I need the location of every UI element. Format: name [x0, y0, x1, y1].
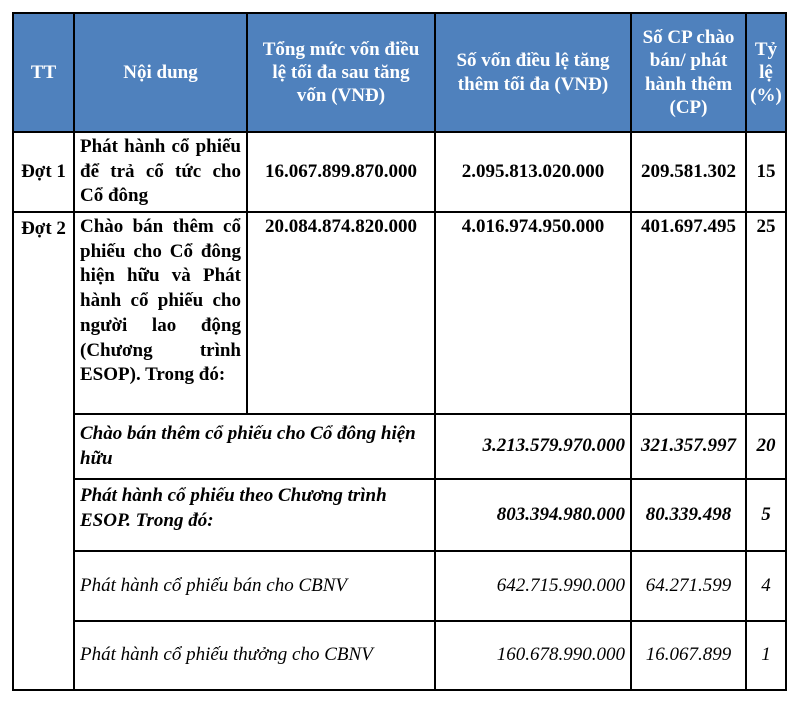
header-von-tang-them: [435, 13, 631, 132]
cell-dot1-tong-muc-von: 16.067.899.870.000: [247, 132, 435, 212]
cell-esop-noi-dung: Phát hành cổ phiếu theo Chương trình ESOP. Trong đó:: [74, 479, 435, 551]
table-row-dot-2: [13, 212, 786, 414]
header-tt: [13, 13, 74, 132]
cell-esop-von-tang-them: 803.394.980.000: [435, 479, 631, 551]
cell-thuong-cbnv-noi-dung: Phát hành cổ phiếu thưởng cho CBNV: [74, 621, 435, 690]
cell-chaoban-so-cp: 321.357.997: [631, 414, 746, 479]
cell-dot2-von-tang-them: 4.016.974.950.000: [435, 212, 631, 414]
cell-dot2-noi-dung: Chào bán thêm cổ phiếu cho Cổ đông hiện hữu và Phát hành cổ phiếu cho người lao động (Chương trình ESOP). Trong đó:: [74, 212, 247, 414]
header-tong-muc-von: [247, 13, 435, 132]
table-row-chao-ban-them: [13, 414, 786, 479]
cell-ban-cbnv-ty-le: 4: [746, 551, 786, 621]
cell-dot2-so-cp: 401.697.495: [631, 212, 746, 414]
header-row: [13, 13, 786, 132]
cell-chaoban-von-tang-them: 3.213.579.970.000: [435, 414, 631, 479]
cell-dot1-tt: Đợt 1: [13, 132, 74, 212]
table-row-dot-1: [13, 132, 786, 212]
cell-esop-ty-le: 5: [746, 479, 786, 551]
cell-dot1-von-tang-them: 2.095.813.020.000: [435, 132, 631, 212]
cell-dot2-ty-le: 25: [746, 212, 786, 414]
cell-ban-cbnv-noi-dung: Phát hành cổ phiếu bán cho CBNV: [74, 551, 435, 621]
cell-dot2-tt: Đợt 2: [13, 212, 74, 690]
header-ty-le-label: Tỷ lệ (%): [750, 38, 782, 107]
cell-dot1-so-cp: 209.581.302: [631, 132, 746, 212]
header-so-cp: [631, 13, 746, 132]
cell-dot1-ty-le: 15: [746, 132, 786, 212]
cell-thuong-cbnv-so-cp: 16.067.899: [631, 621, 746, 690]
header-so-cp-label: Số CP chào bán/ phát hành thêm (CP): [642, 27, 735, 118]
cell-dot2-tong-muc-von: 20.084.874.820.000: [247, 212, 435, 414]
header-ty-le: [746, 13, 786, 132]
header-noi-dung-label: Nội dung: [123, 61, 198, 83]
cell-thuong-cbnv-ty-le: 1: [746, 621, 786, 690]
table-row-esop-ban-cbnv: [13, 551, 786, 621]
cell-esop-so-cp: 80.339.498: [631, 479, 746, 551]
cell-ban-cbnv-so-cp: 64.271.599: [631, 551, 746, 621]
capital-increase-table: [12, 12, 787, 691]
table-row-esop-thuong-cbnv: [13, 621, 786, 690]
cell-chaoban-ty-le: 20: [746, 414, 786, 479]
capital-increase-table-wrap: [12, 12, 787, 691]
cell-chaoban-noi-dung: Chào bán thêm cổ phiếu cho Cổ đông hiện hữu: [74, 414, 435, 479]
cell-ban-cbnv-von-tang-them: 642.715.990.000: [435, 551, 631, 621]
header-noi-dung: [74, 13, 247, 132]
table-row-esop: [13, 479, 786, 551]
cell-thuong-cbnv-von-tang-them: 160.678.990.000: [435, 621, 631, 690]
header-tt-label: TT: [30, 61, 57, 83]
header-von-tang-them-label: Số vốn điều lệ tăng thêm tối đa (VNĐ): [456, 50, 610, 95]
cell-dot1-noi-dung: Phát hành cổ phiếu để trả cổ tức cho Cổ đông: [74, 132, 247, 212]
header-tong-muc-von-label: Tổng mức vốn điều lệ tối đa sau tăng vốn (VNĐ): [262, 38, 420, 107]
